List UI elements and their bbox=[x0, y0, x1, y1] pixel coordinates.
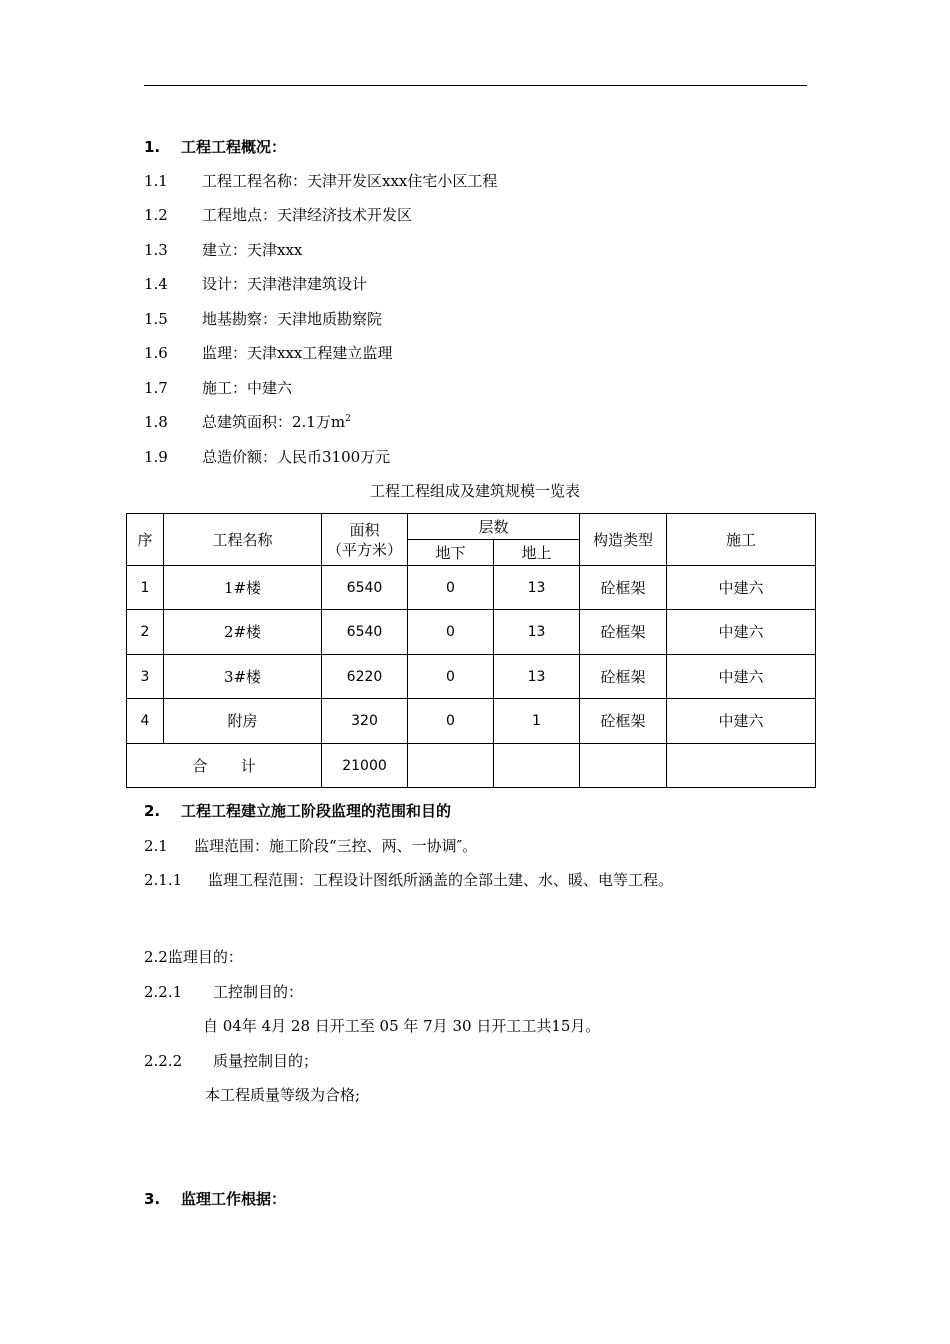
cell-structure: 砼框架 bbox=[580, 655, 667, 699]
quality-detail: 本工程质量等级为合格; bbox=[205, 1086, 361, 1104]
cell-structure: 砼框架 bbox=[580, 610, 667, 655]
item-number: 2.2.2 bbox=[144, 1052, 183, 1070]
item-number: 1.4 bbox=[144, 275, 168, 293]
item-number: 1.1 bbox=[144, 172, 168, 190]
item-1-5 bbox=[144, 309, 382, 329]
table-caption: 工程工程组成及建筑规模一览表 bbox=[369, 482, 580, 500]
cell-empty bbox=[408, 744, 494, 788]
total-area: 21000 bbox=[322, 744, 408, 788]
total-label: 合 计 bbox=[127, 744, 322, 788]
section-1-heading: 1. 工程工程概况： bbox=[144, 138, 287, 156]
item-number: 2.1 bbox=[144, 837, 168, 855]
cell-above: 13 bbox=[494, 566, 580, 610]
item-2-1 bbox=[144, 836, 477, 856]
item-1-4 bbox=[144, 274, 367, 294]
header-builder: 施工 bbox=[667, 514, 816, 566]
cell-empty bbox=[667, 744, 816, 788]
cell-area: 6540 bbox=[322, 610, 408, 655]
cell-structure: 砼框架 bbox=[580, 566, 667, 610]
cell-name: 3#楼 bbox=[164, 655, 322, 699]
cell-area: 320 bbox=[322, 699, 408, 744]
cell-underground: 0 bbox=[408, 655, 494, 699]
table-header-row bbox=[127, 514, 816, 540]
section-2-heading: 2. 工程工程建立施工阶段监理的范围和目的 bbox=[144, 802, 452, 820]
item-1-3 bbox=[144, 240, 302, 260]
header-floors: 层数 bbox=[408, 514, 580, 540]
cell-seq: 2 bbox=[127, 610, 164, 655]
item-number: 1.6 bbox=[144, 344, 168, 362]
cell-underground: 0 bbox=[408, 566, 494, 610]
item-text: 地基勘察：天津地质勘察院 bbox=[202, 310, 383, 328]
item-text: 施工：中建六 bbox=[202, 379, 293, 397]
item-number: 1.5 bbox=[144, 310, 168, 328]
cell-above: 1 bbox=[494, 699, 580, 744]
header-structure: 构造类型 bbox=[580, 514, 667, 566]
item-1-2 bbox=[144, 205, 412, 225]
cell-builder: 中建六 bbox=[667, 699, 816, 744]
item-text: 监理工程范围：工程设计图纸所涵盖的全部土建、水、暖、电等工程。 bbox=[208, 871, 674, 889]
item-text: 建立：天津xxx bbox=[202, 241, 303, 259]
header-name: 工程名称 bbox=[164, 514, 322, 566]
table-row bbox=[127, 610, 816, 655]
section-3-heading: 3. 监理工作根据： bbox=[144, 1190, 287, 1208]
header-area-unit: （平方米） bbox=[326, 540, 402, 559]
header-area-label: 面积 bbox=[349, 520, 380, 539]
table-row bbox=[127, 566, 816, 610]
cell-area: 6220 bbox=[322, 655, 408, 699]
header-above: 地上 bbox=[494, 540, 580, 566]
header-rule bbox=[144, 85, 807, 86]
item-number: 1.9 bbox=[144, 448, 168, 466]
cell-name: 附房 bbox=[164, 699, 322, 744]
table-total-row bbox=[127, 744, 816, 788]
item-1-7 bbox=[144, 378, 292, 398]
project-table bbox=[126, 513, 816, 788]
cell-seq: 4 bbox=[127, 699, 164, 744]
cell-seq: 3 bbox=[127, 655, 164, 699]
item-text: 工程地点：天津经济技术开发区 bbox=[202, 206, 413, 224]
item-number: 1.7 bbox=[144, 379, 168, 397]
item-number: 2.2.1 bbox=[144, 983, 183, 1001]
cell-builder: 中建六 bbox=[667, 655, 816, 699]
item-text: 质量控制目的； bbox=[213, 1052, 319, 1070]
item-text: 工控制目的： bbox=[213, 983, 304, 1001]
table-row bbox=[127, 699, 816, 744]
cell-builder: 中建六 bbox=[667, 566, 816, 610]
item-2-1-1 bbox=[144, 870, 673, 890]
item-text: 监理范围：施工阶段“三控、两、一协调″。 bbox=[194, 837, 478, 855]
cell-builder: 中建六 bbox=[667, 610, 816, 655]
item-1-1 bbox=[144, 171, 497, 191]
header-underground: 地下 bbox=[408, 540, 494, 566]
cell-underground: 0 bbox=[408, 699, 494, 744]
item-2-2-2 bbox=[144, 1051, 318, 1071]
cell-name: 2#楼 bbox=[164, 610, 322, 655]
cell-underground: 0 bbox=[408, 610, 494, 655]
item-text: 总建筑面积：2.1万m bbox=[202, 413, 346, 431]
item-text: 工程工程名称：天津开发区xxx住宅小区工程 bbox=[202, 172, 498, 190]
item-number: 1.2 bbox=[144, 206, 168, 224]
cell-seq: 1 bbox=[127, 566, 164, 610]
header-area bbox=[322, 514, 408, 566]
table-row bbox=[127, 655, 816, 699]
item-1-6 bbox=[144, 343, 392, 363]
cell-above: 13 bbox=[494, 610, 580, 655]
item-2-2: 2.2监理目的： bbox=[144, 948, 243, 966]
item-text: 总造价额：人民币3100万元 bbox=[202, 448, 391, 466]
item-text: 监理：天津xxx工程建立监理 bbox=[202, 344, 393, 362]
cell-area: 6540 bbox=[322, 566, 408, 610]
item-1-8 bbox=[144, 412, 351, 432]
cell-empty bbox=[494, 744, 580, 788]
item-2-2-1 bbox=[144, 982, 303, 1002]
cell-empty bbox=[580, 744, 667, 788]
item-number: 1.8 bbox=[144, 413, 168, 431]
superscript: 2 bbox=[345, 414, 351, 424]
header-seq: 序 bbox=[127, 514, 164, 566]
item-1-9 bbox=[144, 447, 390, 467]
item-text: 设计：天津港津建筑设计 bbox=[202, 275, 368, 293]
cell-structure: 砼框架 bbox=[580, 699, 667, 744]
item-number: 1.3 bbox=[144, 241, 168, 259]
item-number: 2.1.1 bbox=[144, 871, 183, 889]
cell-above: 13 bbox=[494, 655, 580, 699]
cell-name: 1#楼 bbox=[164, 566, 322, 610]
schedule-detail: 自 04年 4月 28 日开工至 05 年 7月 30 日开工工共15月。 bbox=[203, 1017, 601, 1035]
